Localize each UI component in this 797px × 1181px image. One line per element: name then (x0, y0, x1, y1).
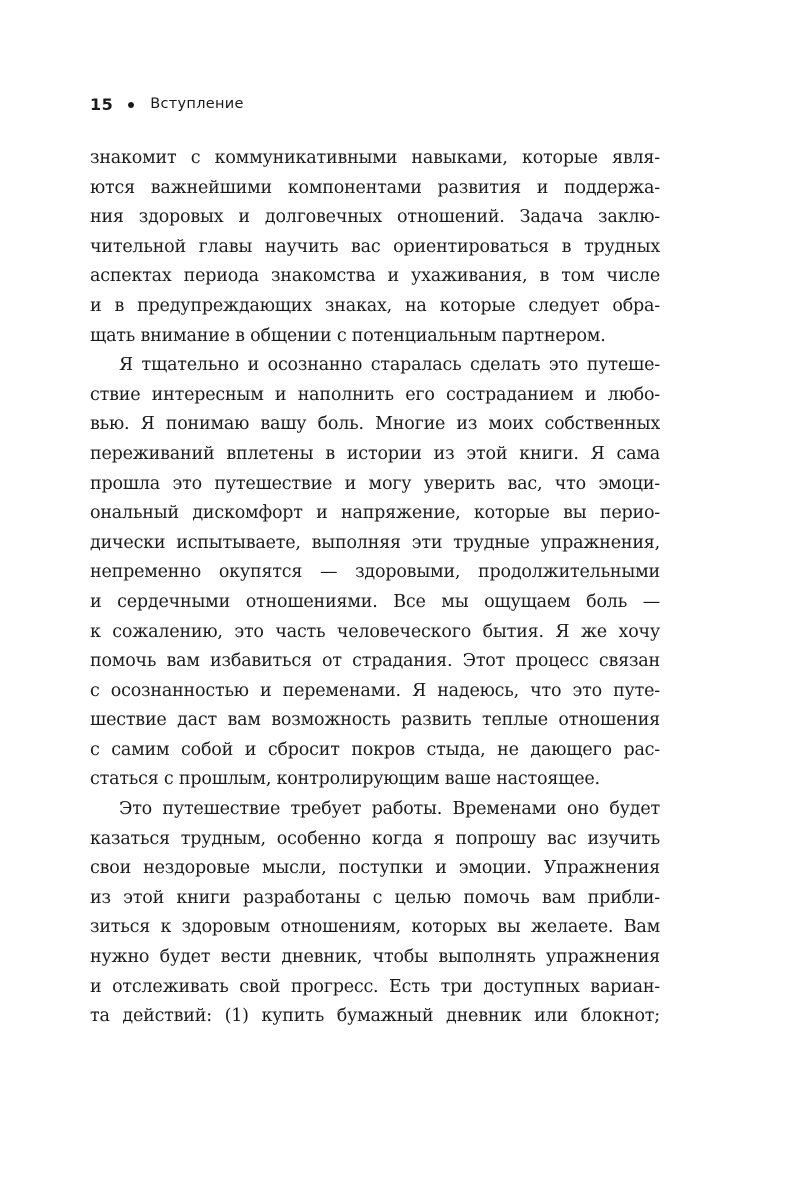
text-line: знакомит с коммуникативными навыками, которые явля- (90, 148, 660, 168)
text-line: с самим собой и сбросит покров стыда, не дающего рас- (90, 739, 660, 760)
text-line: Я тщательно и осознанно старалась сделать это путеше- (119, 355, 660, 376)
section-title: Вступление (150, 96, 244, 112)
text-line: и отслеживать свой прогресс. Есть три доступных вариан- (90, 976, 660, 997)
text-line: к сожалению, это часть человеческого бытия. Я же хочу (90, 621, 660, 642)
text-line: статься с прошлым, контролирующим ваше настоящее. (90, 769, 600, 790)
text-line: ствие интересным и наполнить его состраданием и любо- (90, 384, 660, 405)
text-line: Это путешествие требует работы. Временами оно будет (119, 799, 660, 820)
text-line: ональный дискомфорт и напряжение, которые вы перио- (90, 503, 660, 524)
text-line: прошла это путешествие и могу уверить вас, что эмоци- (90, 473, 660, 494)
text-line: шествие даст вам возможность развить теплые отношения (90, 710, 660, 731)
text-line: и сердечными отношениями. Все мы ощущаем боль — (90, 591, 660, 612)
text-line: щать внимание в общении с потенциальным партнером. (90, 325, 606, 346)
text-line: дически испытываете, выполняя эти трудные упражнения, (90, 532, 660, 553)
paragraph (90, 144, 660, 351)
text-line: и в предупреждающих знаках, на которые следует обра- (90, 295, 660, 316)
text-line: свои нездоровые мысли, поступки и эмоции. Упражнения (90, 858, 660, 879)
text-line: с осознанностью и переменами. Я надеюсь, что это путе- (90, 680, 660, 701)
text-line: аспектах периода знакомства и ухаживания, в том числе (90, 266, 660, 287)
paragraph (90, 795, 660, 1032)
page-body (90, 144, 660, 1032)
running-header (90, 93, 244, 115)
text-line: ния здоровых и долговечных отношений. Задача заклю- (90, 207, 660, 228)
page-number: 15 (90, 94, 114, 114)
text-line: чительной главы научить вас ориентироваться в трудных (90, 236, 660, 257)
text-line: из этой книги разработаны с целью помочь вам прибли- (90, 887, 660, 908)
text-line: вью. Я понимаю вашу боль. Многие из моих собственных (90, 414, 660, 435)
bullet-separator-icon (128, 102, 134, 108)
text-line: та действий: (1) купить бумажный дневник или блокнот; (90, 1006, 660, 1027)
text-line: казаться трудным, особенно когда я попрошу вас изучить (90, 828, 660, 849)
text-line: ются важнейшими компонентами развития и поддержа- (90, 177, 660, 198)
text-line: помочь вам избавиться от страдания. Этот процесс связан (90, 651, 660, 672)
text-line: нужно будет вести дневник, чтобы выполнять упражнения (90, 947, 660, 968)
text-line: переживаний вплетены в истории из этой книги. Я сама (90, 443, 660, 464)
paragraph (90, 351, 660, 795)
text-line: непременно окупятся — здоровыми, продолжительными (90, 562, 660, 583)
text-line: зиться к здоровым отношениям, которых вы желаете. Вам (90, 917, 660, 938)
